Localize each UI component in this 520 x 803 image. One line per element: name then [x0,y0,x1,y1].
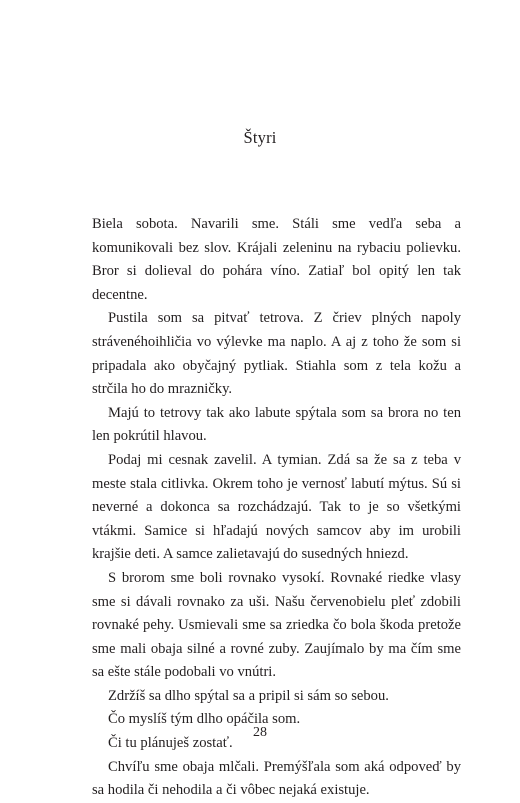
paragraph: S brorom sme boli rovnako vysokí. Rovnaké riedke vlasy sme si dávali rovnako za uši. Našu červenobielu pleť zdobili rovnaké pehy. Usmievali sme sa zriedka čo bola škoda pretože sme mali obaja silné a rovné zuby. Zaujímalo by ma čím sme sa ešte stále podobali vo vnútri. [92,569,461,681]
paragraph: Zdržíš sa dlho spýtal sa a pripil si sám so sebou. [108,687,389,704]
paragraph: Pustila som sa pitvať tetrova. Z čriev plných napoly strávenéhoihličia vo výlevke ma naplo. A aj z toho že som si pripadala ako obyčajný pytliak. Stiahla som z tela kožu a strčila ho do mrazničky. [92,310,461,398]
paragraph: Podaj mi cesnak zavelil. A tymian. Zdá sa že sa z teba v meste stala citlivka. Okrem toho je vernosť labutí mýtus. Sú si neverné a dokonca sa rozchádzajú. Tak to je so všetkými vtákmi. Samice si hľadajú nových samcov aby im urobili krajšie deti. A samce zalietavajú do susedných hniezd. [92,451,461,563]
paragraph: Či tu plánuješ zostať. [108,735,233,752]
paragraph: Biela sobota. Navarili sme. Stáli sme vedľa seba a komunikovali bez slov. Krájali zeleninu na rybaciu polievku. Bror si dolieval do pohára víno. Zatiaľ bol opitý len tak decentne. [92,216,461,303]
chapter-title: Štyri [243,128,277,147]
body-text [92,213,461,803]
page-number: 28 [253,725,267,740]
paragraph: Chvíľu sme obaja mlčali. Premýšľala som aká odpoveď by sa hodila či nehodila a či vôbec nejaká existuje. [92,758,461,799]
paragraph: Majú to tetrovy tak ako labute spýtala som sa brora no ten len pokrútil hlavou. [92,404,461,445]
paragraph: Čo myslíš tým dlho opáčila som. [108,711,301,728]
